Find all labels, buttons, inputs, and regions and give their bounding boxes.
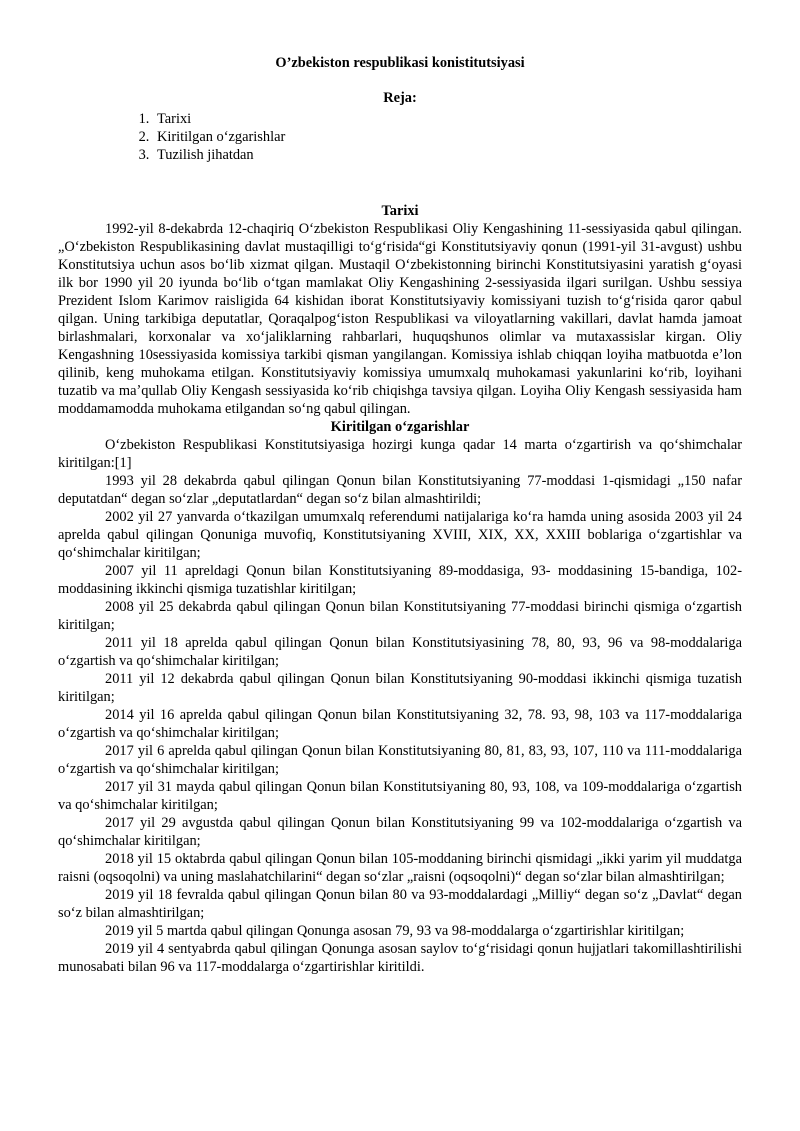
changes-paragraph: 2017 yil 29 avgustda qabul qilingan Qonun bilan Konstitutsiyaning 99 va 102-moddalariga oʻzgartish va qoʻshimchalar kiritilgan; bbox=[58, 815, 742, 849]
section-heading-history: Tarixi bbox=[381, 203, 419, 219]
changes-paragraph: 2017 yil 31 mayda qabul qilingan Qonun bilan Konstitutsiyaning 80, 93, 108, va 109-moddalariga oʻzgartish va qoʻshimchalar kiritilgan; bbox=[58, 779, 742, 813]
changes-paragraph: 2019 yil 4 sentyabrda qabul qilingan Qonunga asosan saylov toʻgʻrisidagi qonun hujjatlari takomillashtirilishi munosabati bilan 96 va 117-moddalarga oʻzgartirishlar kiritildi. bbox=[58, 941, 742, 975]
changes-paragraph: 2011 yil 12 dekabrda qabul qilingan Qonun bilan Konstitutsiyaning 90-moddasi ikkinchi qismiga tuzatish kiritilgan; bbox=[58, 671, 742, 705]
section-heading-changes: Kiritilgan oʻzgarishlar bbox=[330, 419, 470, 435]
changes-paragraph: 2017 yil 6 aprelda qabul qilingan Qonun bilan Konstitutsiyaning 80, 81, 83, 93, 107, 110 va 111-moddalariga oʻzgartish va qoʻshimchalar kiritilgan; bbox=[58, 743, 742, 777]
document-title: O’zbekiston respublikasi konistitutsiyasi bbox=[275, 55, 525, 71]
changes-paragraph: 2002 yil 27 yanvarda oʻtkazilgan umumxalq referendumi natijalariga koʻra hamda uning asosida 2003 yil 24 aprelda qabul qilingan Qonuniga muvofiq, Konstitutsiyaning XVIII, XIX, XX, XXIII boblariga oʻzgartishlar va qoʻshimchalar kiritilgan; bbox=[58, 509, 742, 561]
changes-paragraph: 2019 yil 5 martda qabul qilingan Qonunga asosan 79, 93 va 98-moddalarga oʻzgartirishlar kiritilgan; bbox=[105, 923, 685, 939]
changes-paragraph: 2014 yil 16 aprelda qabul qilingan Qonun bilan Konstitutsiyaning 32, 78. 93, 98, 103 va 117-moddalariga oʻzgartish va qoʻshimchalar kiritilgan; bbox=[58, 707, 742, 741]
plan-item: 2. Kiritilgan o‘zgarishlar bbox=[153, 128, 742, 146]
changes-paragraph: 1993 yil 28 dekabrda qabul qilingan Qonun bilan Konstitutsiyaning 77-moddasi 1-qismidagi „150 nafar deputatdan“ degan soʻzlar „deputatlardan“ degan soʻz bilan almashtirildi; bbox=[58, 473, 742, 507]
changes-paragraph: 2008 yil 25 dekabrda qabul qilingan Qonun bilan Konstitutsiyaning 77-moddasi birinchi qismiga oʻzgartish kiritilgan; bbox=[58, 599, 742, 633]
plan-list bbox=[58, 110, 742, 164]
changes-paragraph: 2007 yil 11 apreldagi Qonun bilan Konstitutsiyaning 89-moddasiga, 93- moddasining 15-bandiga, 102-moddasining ikkinchi qismiga tuzatishlar kiritilgan; bbox=[58, 563, 742, 597]
changes-paragraph: Oʻzbekiston Respublikasi Konstitutsiyasiga hozirgi kunga qadar 14 marta oʻzgartirish va qoʻshimchalar kiritilgan:[1] bbox=[58, 437, 742, 471]
plan-heading: Reja: bbox=[383, 90, 417, 106]
changes-paragraph: 2019 yil 18 fevralda qabul qilingan Qonun bilan 80 va 93-moddalardagi „Milliy“ degan soʻz „Davlat“ degan soʻz bilan almashtirilgan; bbox=[58, 887, 742, 921]
plan-item: 3. Tuzilish jihatdan bbox=[153, 146, 742, 164]
plan-item: 1. Tarixi bbox=[153, 110, 742, 128]
changes-paragraph: 2018 yil 15 oktabrda qabul qilingan Qonun bilan 105-moddaning birinchi qismidagi „ikki yarim yil muddatga raisni (oqsoqolni) va uning maslahatchilarini“ degan soʻzlar „raisni (oqsoqolni)“ degan soʻzlar bilan almashtirilgan; bbox=[58, 851, 742, 885]
history-paragraph: 1992-yil 8-dekabrda 12-chaqiriq Oʻzbekiston Respublikasi Oliy Kengashining 11-sessiyasida qabul qilingan. „Oʻzbekiston Respublikasining davlat mustaqilligi toʻgʻrisida“gi Konstitutsiyaviy qonun (1991-yil 31-avgust) ushbu Konstitutsiya uchun asos boʻlib xizmat qilgan. Mustaqil Oʻzbekistonning birinchi Konstitutsiyasini yaratish gʻoyasi ilk bor 1990 yil 20 iyunda boʻlib oʻtgan mamlakat Oliy Kengashining 2-sessiyasida ilgari surilgan. Ushbu sessiya Prezident Islom Karimov raisligida 64 kishidan iborat Konstitutsiyaviy komissiyani tuzish toʻgʻrisida qaror qabul qilgan. Uning tarkibiga deputatlar, Qoraqalpogʻiston Respublikasi va viloyatlarning vakillari, davlat hamda jamoat birlashmalari, korxonalar va xoʻjaliklarning rahbarlari, huquqshunos olimlar va mutaxassislar kirgan. Oliy Kengashning 10sessiyasida komissiya tarkibi qisman yangilangan. Komissiya ishlab chiqqan loyiha matbuotda eʼlon qilinib, keng muhokama etilgan. Konstitutsiyaviy komissiya umumxalq muhokamasi yakunlarini koʻrib, loyihani tuzatib va maʼqullab Oliy Kengash sessiyasida koʻrib chiqishga tavsiya qilgan. Loyiha Oliy Kengash sessiyasida ham moddamamodda muhokama etilgandan soʻng qabul qilingan. bbox=[58, 221, 742, 417]
changes-paragraph: 2011 yil 18 aprelda qabul qilingan Qonun bilan Konstitutsiyasining 78, 80, 93, 96 va 98-moddalariga oʻzgartish va qoʻshimchalar kiritilgan; bbox=[58, 635, 742, 669]
